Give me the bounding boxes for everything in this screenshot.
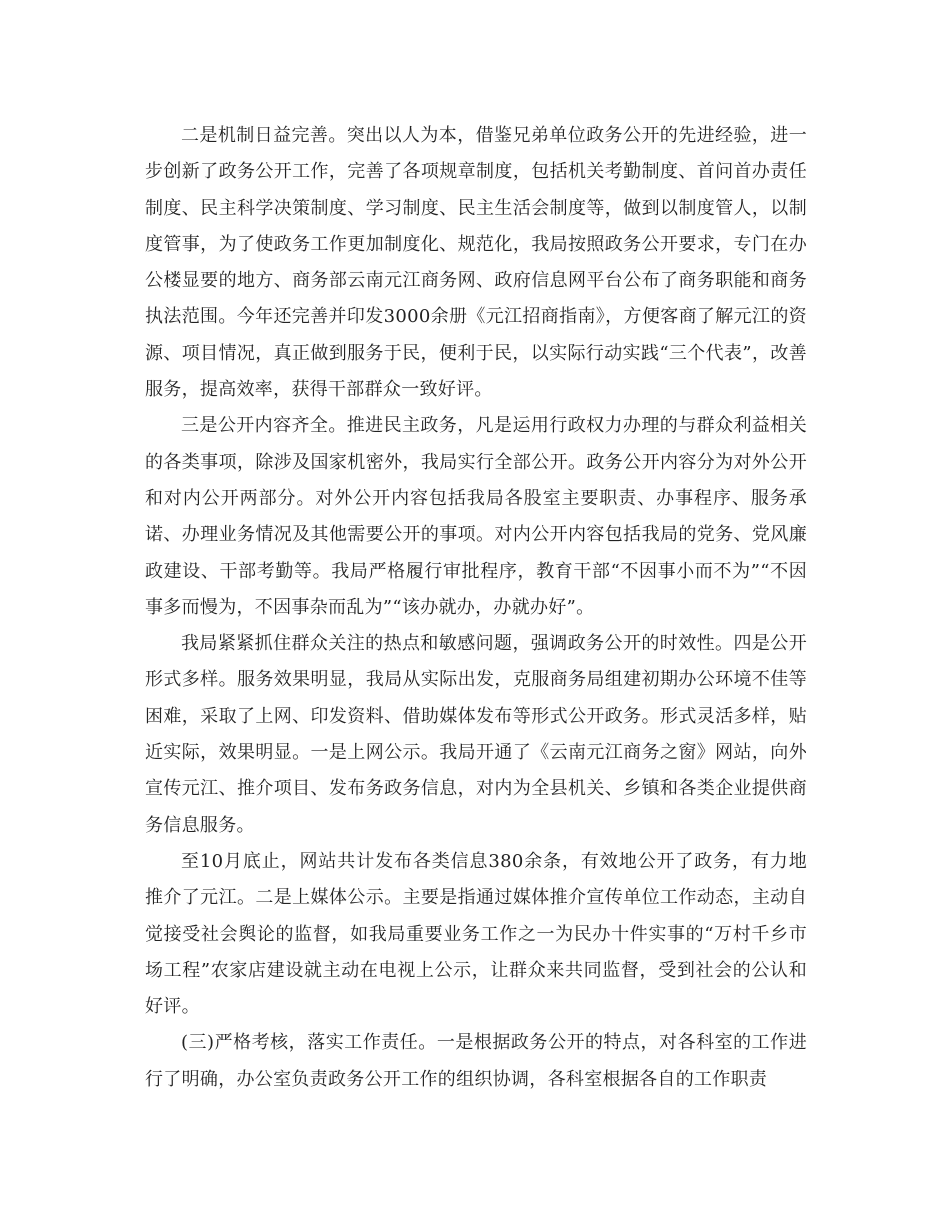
document-body: [145, 118, 807, 1098]
paragraph-mechanism: 二是机制日益完善。突出以人为本，借鉴兄弟单位政务公开的先进经验，进一步创新了政务公开工作，完善了各项规章制度，包括机关考勤制度、首问首办责任制度、民主科学决策制度、学习制度、民主生活会制度等，做到以制度管人，以制度管事，为了使政务工作更加制度化、规范化，我局按照政务公开要求，专门在办公楼显要的地方、商务部云南元江商务网、政府信息网平台公布了商务职能和商务执法范围。今年还完善并印发3000余册《元江招商指南》，方便客商了解元江的资源、项目情况，真正做到服务于民，便利于民，以实际行动实践“三个代表”，改善服务，提高效率，获得干部群众一致好评。: [145, 125, 807, 401]
paragraph-content: 三是公开内容齐全。推进民主政务，凡是运用行政权力办理的与群众利益相关的各类事项，除涉及国家机密外，我局实行全部公开。政务公开内容分为对外公开和对内公开两部分。对外公开内容包括我局各股室主要职责、办事程序、服务承诺、办理业务情况及其他需要公开的事项。对内公开内容包括我局的党务、党风廉政建设、干部考勤等。我局严格履行审批程序，教育干部“不因事小而不为”“不因事多而慢为，不因事杂而乱为”“该办就办，办就办好”。: [145, 415, 807, 618]
paragraph-assessment: (三)严格考核，落实工作责任。一是根据政务公开的特点，对各科室的工作进行了明确，办公室负责政务公开工作的组织协调，各科室根据各自的工作职责: [145, 1032, 807, 1090]
paragraph-forms: 我局紧紧抓住群众关注的热点和敏感问题，强调政务公开的时效性。四是公开形式多样。服务效果明显，我局从实际出发，克服商务局组建初期办公环境不佳等困难，采取了上网、印发资料、借助媒体发布等形式公开政务。形式灵活多样，贴近实际，效果明显。一是上网公示。我局开通了《云南元江商务之窗》网站，向外宣传元江、推介项目、发布务政务信息，对内为全县机关、乡镇和各类企业提供商务信息服务。: [145, 633, 807, 836]
paragraph-website: 至10月底止，网站共计发布各类信息380余条，有效地公开了政务，有力地推介了元江。二是上媒体公示。主要是指通过媒体推介宣传单位工作动态，主动自觉接受社会舆论的监督，如我局重要业务工作之一为民办十件实事的“万村千乡市场工程”农家店建设就主动在电视上公示，让群众来共同监督，受到社会的公认和好评。: [145, 850, 807, 1018]
